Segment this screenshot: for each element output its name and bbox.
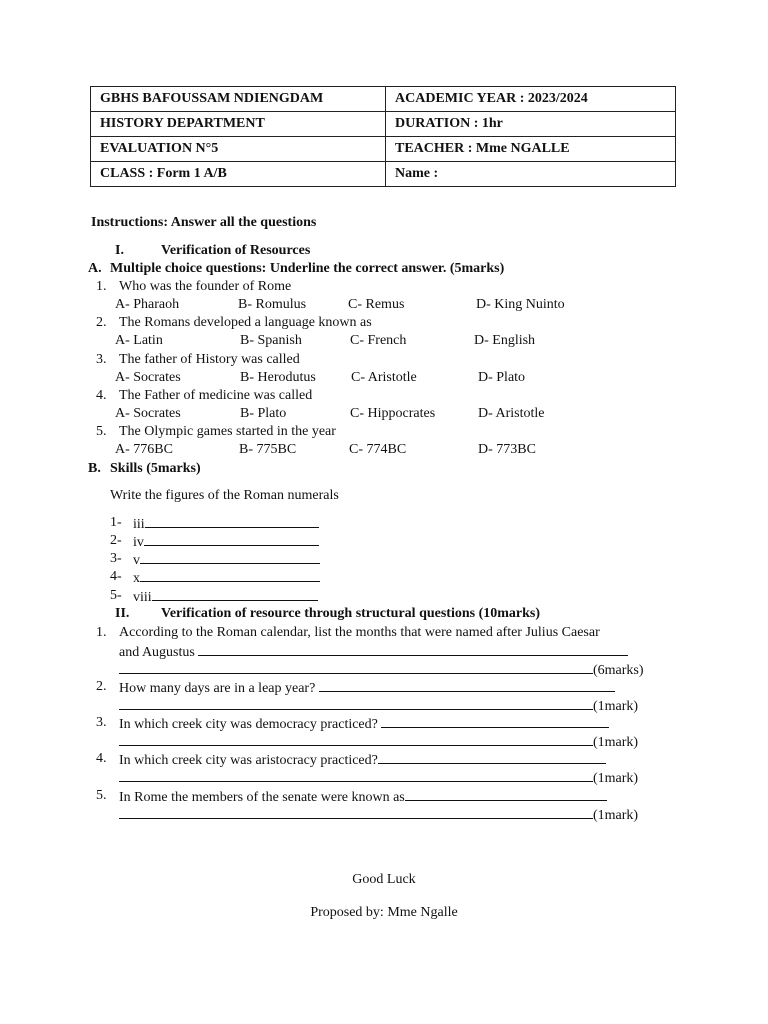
mcq-option[interactable]: B- 775BC xyxy=(239,442,297,457)
roman-item-number: 4- xyxy=(110,569,122,584)
marks-label: (1mark) xyxy=(593,808,639,823)
header-row xyxy=(91,162,676,187)
roman-numeral: iii xyxy=(133,517,145,532)
section-1-title: Verification of Resources xyxy=(161,243,311,258)
mcq-number: 5. xyxy=(96,424,107,439)
department: HISTORY DEPARTMENT xyxy=(91,112,386,137)
answer-blank[interactable] xyxy=(145,515,319,528)
answer-blank[interactable] xyxy=(405,788,607,801)
roman-item-number: 3- xyxy=(110,551,122,566)
part-a-letter: A. xyxy=(88,261,102,276)
answer-blank[interactable] xyxy=(119,769,593,782)
roman-item xyxy=(133,569,320,587)
roman-item xyxy=(133,533,319,551)
student-name-field[interactable]: Name : xyxy=(386,162,676,187)
roman-item xyxy=(133,515,319,533)
duration: DURATION : 1hr xyxy=(386,112,676,137)
marks-label: (6marks) xyxy=(593,663,644,678)
answer-line xyxy=(119,697,638,715)
structural-number: 2. xyxy=(96,679,107,694)
mcq-option[interactable]: D- English xyxy=(474,333,536,348)
roman-item xyxy=(133,588,318,606)
academic-year: ACADEMIC YEAR : 2023/2024 xyxy=(386,87,676,112)
mcq-option[interactable]: D- Aristotle xyxy=(478,406,545,421)
roman-numeral: viii xyxy=(133,590,152,605)
marks-label: (1mark) xyxy=(593,699,639,714)
mcq-number: 4. xyxy=(96,388,107,403)
marks-label: (1mark) xyxy=(593,771,639,786)
mcq-option[interactable]: A- Socrates xyxy=(115,406,181,421)
answer-blank[interactable] xyxy=(119,697,593,710)
teacher: TEACHER : Mme NGALLE xyxy=(386,137,676,162)
answer-line xyxy=(119,733,638,751)
mcq-option[interactable]: A- Latin xyxy=(115,333,163,348)
mcq-number: 3. xyxy=(96,352,107,367)
mcq-number: 2. xyxy=(96,315,107,330)
good-luck: Good Luck xyxy=(352,872,416,887)
answer-blank[interactable] xyxy=(198,643,628,656)
roman-numeral: v xyxy=(133,553,140,568)
mcq-question: The Olympic games started in the year xyxy=(119,424,336,439)
section-2-numeral: II. xyxy=(115,606,130,621)
structural-number: 3. xyxy=(96,715,107,730)
mcq-option[interactable]: B- Plato xyxy=(240,406,287,421)
mcq-option[interactable]: C- Hippocrates xyxy=(350,406,436,421)
roman-item-number: 2- xyxy=(110,533,122,548)
mcq-number: 1. xyxy=(96,279,107,294)
answer-blank[interactable] xyxy=(381,715,609,728)
mcq-option[interactable]: B- Spanish xyxy=(240,333,302,348)
mcq-option[interactable]: C- Remus xyxy=(348,297,405,312)
mcq-question: The Father of medicine was called xyxy=(119,388,313,403)
mcq-option[interactable]: B- Romulus xyxy=(238,297,307,312)
mcq-option[interactable]: A- 776BC xyxy=(115,442,173,457)
answer-blank[interactable] xyxy=(119,806,593,819)
structural-question-row xyxy=(119,715,609,733)
structural-question-cont xyxy=(119,643,628,661)
mcq-option[interactable]: D- Plato xyxy=(478,370,526,385)
evaluation-number: EVALUATION N°5 xyxy=(91,137,386,162)
answer-blank[interactable] xyxy=(119,733,593,746)
structural-question-row xyxy=(119,788,607,806)
header-row xyxy=(91,87,676,112)
structural-question: In which creek city was aristocracy practiced? xyxy=(119,753,378,768)
part-b-title: Skills (5marks) xyxy=(110,461,201,476)
structural-question: In which creek city was democracy practiced? xyxy=(119,717,378,732)
header-row xyxy=(91,112,676,137)
mcq-option[interactable]: C- French xyxy=(350,333,407,348)
mcq-option[interactable]: D- 773BC xyxy=(478,442,536,457)
roman-numeral: iv xyxy=(133,535,144,550)
mcq-question: The father of History was called xyxy=(119,352,300,367)
answer-line xyxy=(119,661,644,679)
mcq-option[interactable]: D- King Nuinto xyxy=(476,297,565,312)
roman-item-number: 1- xyxy=(110,515,122,530)
header-table xyxy=(90,86,676,187)
answer-blank[interactable] xyxy=(144,533,319,546)
mcq-option[interactable]: A- Pharaoh xyxy=(115,297,180,312)
section-2-title: Verification of resource through structural questions (10marks) xyxy=(161,606,541,621)
marks-label: (1mark) xyxy=(593,735,639,750)
roman-numeral: x xyxy=(133,571,140,586)
part-a-title: Multiple choice questions: Underline the correct answer. (5marks) xyxy=(110,261,505,276)
class-label: CLASS : Form 1 A/B xyxy=(91,162,386,187)
answer-line xyxy=(119,806,638,824)
mcq-option[interactable]: A- Socrates xyxy=(115,370,181,385)
answer-blank[interactable] xyxy=(378,751,606,764)
structural-question-row xyxy=(119,751,606,769)
roman-item xyxy=(133,551,320,569)
structural-number: 1. xyxy=(96,625,107,640)
mcq-question: Who was the founder of Rome xyxy=(119,279,292,294)
instructions: Instructions: Answer all the questions xyxy=(91,215,317,230)
answer-line xyxy=(119,769,638,787)
structural-question: How many days are in a leap year? xyxy=(119,681,316,696)
section-1-numeral: I. xyxy=(115,243,124,258)
roman-item-number: 5- xyxy=(110,588,122,603)
mcq-option[interactable]: B- Herodutus xyxy=(240,370,316,385)
part-b-prompt: Write the figures of the Roman numerals xyxy=(110,488,339,503)
answer-blank[interactable] xyxy=(152,588,318,601)
answer-blank[interactable] xyxy=(140,551,320,564)
mcq-question: The Romans developed a language known as xyxy=(119,315,372,330)
structural-number: 5. xyxy=(96,788,107,803)
structural-question: According to the Roman calendar, list the months that were named after Julius Caesar xyxy=(119,625,600,640)
structural-question-line2: and Augustus xyxy=(119,645,195,660)
mcq-option[interactable]: C- Aristotle xyxy=(351,370,417,385)
answer-blank[interactable] xyxy=(119,661,593,674)
header-row xyxy=(91,137,676,162)
school-name: GBHS BAFOUSSAM NDIENGDAM xyxy=(91,87,386,112)
answer-blank[interactable] xyxy=(140,569,320,582)
structural-number: 4. xyxy=(96,751,107,766)
structural-question-row xyxy=(119,679,615,697)
mcq-option[interactable]: C- 774BC xyxy=(349,442,407,457)
answer-blank[interactable] xyxy=(319,679,615,692)
proposed-by: Proposed by: Mme Ngalle xyxy=(310,905,458,920)
part-b-letter: B. xyxy=(88,461,101,476)
structural-question: In Rome the members of the senate were known as xyxy=(119,790,405,805)
